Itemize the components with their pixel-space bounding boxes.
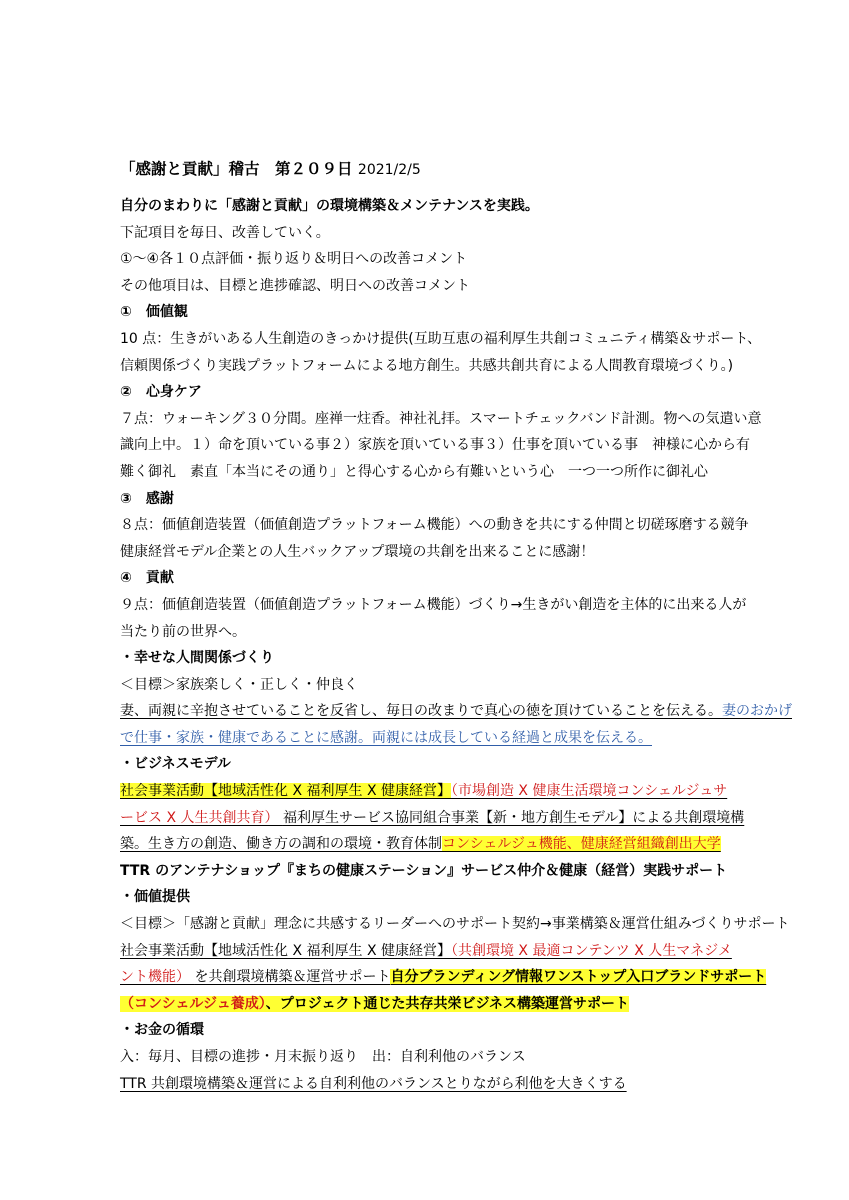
business-red-highlight: コンシェルジュ機能、健康経営組織創出大学 xyxy=(442,836,721,853)
relations-goal: ＜目標＞家族楽しく・正しく・仲良く xyxy=(120,676,358,693)
offering-text-cont: を共創環境構築＆運営サポート xyxy=(194,969,391,986)
offering-heading: ・価値提供 xyxy=(120,889,190,906)
offering-line-1 xyxy=(120,938,732,965)
relations-line-1 xyxy=(120,698,792,725)
thanks-heading: ③ 感謝 xyxy=(120,490,174,507)
care-line-1: ７点：ウォーキング３０分間。座禅一炷香。神社礼拝。スマートチェックバンド計測。物への気遣い意 xyxy=(120,410,762,427)
offering-goal: ＜目標＞「感謝と貢献」理念に共感するリーダーへのサポート契約→事業構築＆運営仕組みづくりサポート xyxy=(120,916,790,933)
contribution-line-2: 当たり前の世界へ。 xyxy=(120,623,246,640)
business-line-1 xyxy=(120,778,732,805)
value-heading: ① 価値観 xyxy=(120,304,188,321)
value-line-1: 10 点：生きがいある人生創造のきっかけ提供(互助互恵の福利厚生共創コミュニティ構築＆サポート、 xyxy=(120,330,762,347)
care-heading: ② 心身ケア xyxy=(120,384,202,401)
care-line-2: 識向上中。１）命を頂いている事２）家族を頂いている事３）仕事を頂いている事 神様に心から有 xyxy=(120,437,750,454)
contribution-heading: ④ 貢献 xyxy=(120,570,174,587)
offering-red-text: （共創環境 X 最適コンテンツ X 人生マネジメ xyxy=(450,942,732,959)
relations-text: 妻、両親に辛抱させていることを反省し、毎日の改まりで真心の徳を頂けていることを伝える。 xyxy=(120,703,722,720)
offering-red-text-cont: ント機能） xyxy=(120,969,190,986)
business-heading: ・ビジネスモデル xyxy=(120,756,231,773)
title-heading: 「感謝と貢献」稽古 第２０９日 xyxy=(120,160,353,178)
care-line-3: 難く御礼 素直「本当にその通り」と得心する心から有難いという心 一つ一つ所作に御礼心 xyxy=(120,463,708,480)
document-title xyxy=(120,155,732,184)
business-highlight: 社会事業活動【地域活性化 X 福利厚生 X 健康経営】 xyxy=(120,783,451,800)
business-text-cont: 築。生き方の創造、働き方の調和の環境・教育体制 xyxy=(120,836,442,853)
offering-highlight: 自分ブランディング情報ワンストップ入口ブランドサポート xyxy=(390,969,767,986)
document-body xyxy=(120,155,792,1097)
thanks-line-2: 健康経営モデル企業との人生バックアップ環境の共創を出来ることに感謝！ xyxy=(120,543,595,560)
offering-highlight-cont: 、プロジェクト通じた共存共栄ビジネス構築運営サポート xyxy=(265,995,630,1012)
intro-line-2: ①～④各１０点評価・振り返り＆明日への改善コメント xyxy=(120,251,468,268)
money-line-2: TTR 共創環境構築＆運営による自利利他のバランスとりながら利他を大きくする xyxy=(120,1075,627,1092)
intro-line-1: 下記項目を毎日、改善していく。 xyxy=(120,224,330,241)
offering-line-2 xyxy=(120,964,767,991)
business-text: 福利厚生サービス協同組合事業【新・地方創生モデル】による共創環境構 xyxy=(282,809,745,826)
relations-heading: ・幸せな人間関係づくり xyxy=(120,650,274,667)
value-line-2: 信頼関係づくり実践プラットフォームによる地方創生。共感共創共育による人間教育環境づくり。) xyxy=(120,357,734,374)
contribution-line-1: ９点：価値創造装置（価値創造プラットフォーム機能）づくり→生きがい創造を主体的に出来る人が xyxy=(120,596,747,613)
business-red-text-cont: ービス X 人生共創共育） xyxy=(120,809,279,826)
business-line-2 xyxy=(120,805,745,832)
title-date: 2021/2/5 xyxy=(357,162,421,178)
offering-red-highlight: （コンシェルジュ養成） xyxy=(120,995,266,1012)
relations-text-blue: 妻のおかげ xyxy=(722,703,792,720)
offering-text: 社会事業活動【地域活性化 X 福利厚生 X 健康経営】 xyxy=(120,942,451,959)
intro-line-3: その他項目は、目標と進捗確認、明日への改善コメント xyxy=(120,277,470,294)
business-red-text: （市場創造 X 健康生活環境コンシェルジュサ xyxy=(450,783,728,800)
offering-line-3 xyxy=(120,991,732,1018)
thanks-line-1: ８点：価値創造装置（価値創造プラットフォーム機能）への動きを共にする仲間と切磋琢磨する競争 xyxy=(120,517,749,534)
money-heading: ・お金の循環 xyxy=(120,1022,204,1039)
money-line-1: 入：毎月、目標の進捗・月末振り返り 出：自利利他のバランス xyxy=(120,1049,526,1065)
business-line-3 xyxy=(120,831,732,858)
business-line-4: TTR のアンテナショップ『まちの健康ステーション』サービス仲介＆健康（経営）実践サポート xyxy=(120,862,728,879)
intro-headline: 自分のまわりに「感謝と貢献」の環境構築＆メンテナンスを実践。 xyxy=(120,198,539,214)
relations-line-2: で仕事・家族・健康であることに感謝。両親には成長している経過と成果を伝える。 xyxy=(120,729,652,746)
